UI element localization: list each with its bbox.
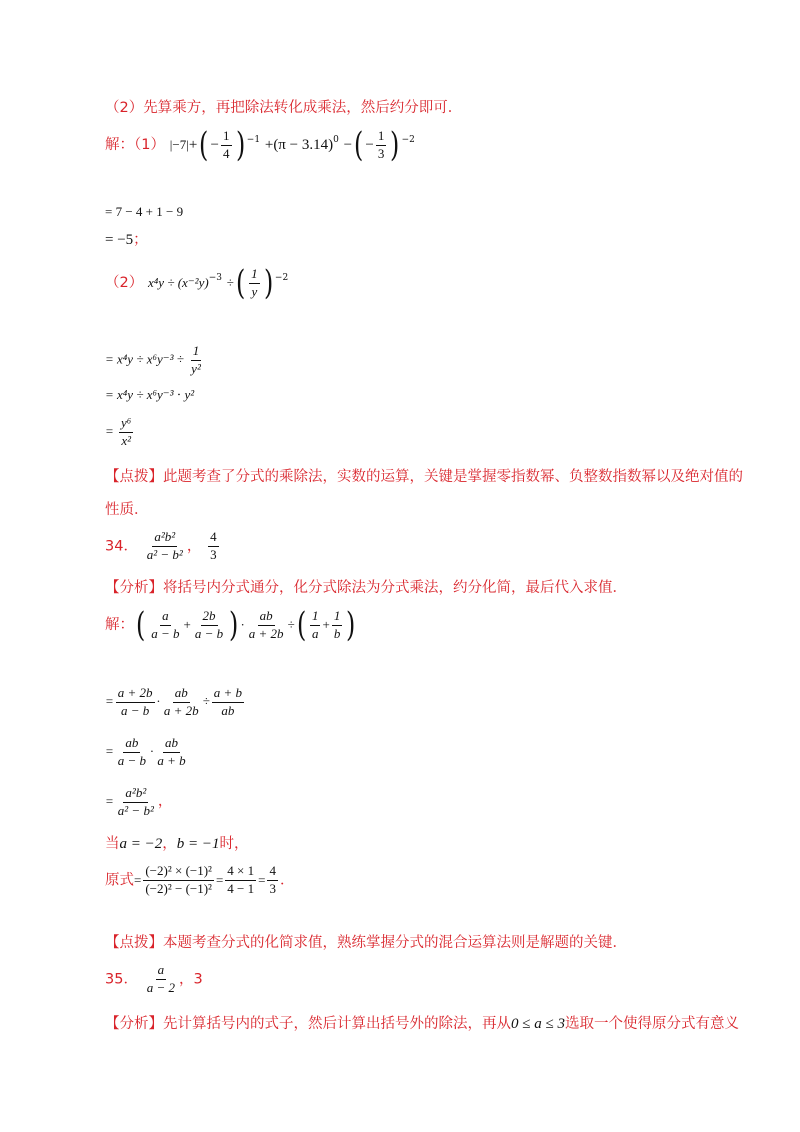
plus-sign: + (322, 617, 330, 632)
then-label: 时， (219, 836, 249, 852)
q33-part2-step3 (105, 416, 135, 449)
minus-sign: − (343, 137, 353, 153)
answer-fraction: $\frac{a}{a - 2}$ (146, 962, 176, 995)
question-number: 35． (105, 971, 138, 988)
term: x⁴y ÷ (148, 275, 178, 290)
analysis-label: 【分析】 (105, 580, 163, 596)
plus-sign: + (183, 617, 191, 632)
pi-term: (π − 3.14) (273, 137, 334, 153)
minus-sign: − (365, 137, 374, 153)
question-number: 34． (105, 538, 138, 555)
paren-close: ) (235, 125, 245, 165)
fraction: $\frac{a}{a - b}$ (151, 607, 180, 641)
fraction: $\frac{a + b}{ab}$ (213, 685, 243, 718)
q34-step1 (105, 686, 246, 719)
fraction: $\frac{ab}{a + 2b}$ (248, 607, 284, 641)
fraction: $\frac{2b}{a - b}$ (194, 607, 224, 641)
solution-label: 解： (105, 617, 134, 633)
analysis-text-cont: 选取一个使得原分式有意义 (564, 1016, 739, 1032)
q34-step2 (105, 736, 190, 769)
q33-part2-step1 (105, 344, 205, 377)
equals: = (105, 693, 114, 709)
when-label: 当 (105, 836, 120, 852)
condition-b: b = −1 (176, 836, 220, 852)
q34-expression (105, 605, 358, 645)
minus-sign: − (210, 137, 220, 153)
exponent: −1 (246, 135, 261, 145)
q34-condition (105, 836, 249, 852)
q33-part1-expression (105, 125, 415, 165)
equals: = (105, 423, 118, 439)
part-label: （2） (105, 275, 144, 291)
dot-operator: · (240, 617, 245, 632)
fraction: $\frac{ab}{a - b}$ (117, 735, 147, 768)
plus-sign: + (188, 137, 198, 153)
period: ． (279, 872, 295, 889)
divide-sign: ÷ (226, 275, 234, 290)
separator: ， (186, 538, 202, 555)
fraction: $\frac{4 \times 1}{4 - 1}$ (227, 863, 255, 896)
q34-answer (105, 530, 221, 563)
analysis-text: 先计算括号内的式子，然后计算出括号外的除法，再从 (163, 1016, 511, 1032)
equals: = (105, 793, 114, 809)
paren-close: ) (390, 125, 400, 165)
fraction: $\frac{a + 2b}{a - b}$ (117, 685, 153, 718)
dot-operator: · (150, 743, 154, 759)
q33-part2-step2: = x⁴y ÷ x⁶y⁻³ ⋅ y² (105, 387, 195, 402)
term: (x⁻²y) (177, 275, 209, 290)
original-expression-label: 原式 (105, 872, 134, 889)
fraction: $\frac{\text{(−2)² × (−1)²}}{\text{(−2)² − (−1)²}}$ (145, 863, 212, 896)
semicolon: ； (133, 232, 148, 248)
separator: ， (179, 971, 194, 988)
paren-close: ) (229, 605, 239, 645)
exponent: 0 (333, 135, 339, 145)
hint-label: 【点拨】 (105, 935, 163, 951)
dot-operator: · (156, 693, 160, 709)
q33-step2 (105, 232, 148, 248)
paren-open: ( (199, 125, 209, 165)
q34-hint (105, 936, 627, 951)
analysis-label: 【分析】 (105, 1016, 163, 1032)
paren-open: ( (354, 125, 364, 165)
solution-label: 解：（1） (105, 137, 165, 153)
separator: ， (162, 836, 177, 852)
fraction: $\frac{4}{3}$ (269, 863, 276, 896)
term: = x⁴y ÷ x⁶y⁻³ ÷ (105, 351, 188, 367)
comma: ， (157, 793, 173, 810)
equals: = (258, 872, 266, 888)
equals: = (105, 743, 114, 759)
analysis-text: 将括号内分式通分，化分式除法为分式乘法，约分化简，最后代入求值． (163, 580, 627, 596)
answer-value: $\frac{4}{3}$ (210, 529, 217, 562)
q33-step1: = 7 − 4 + 1 − 9 (105, 204, 184, 219)
fraction-one-third: $\frac{1}{3}$ (377, 127, 385, 161)
paren-close: ) (263, 263, 273, 303)
hint-text: 本题考查分式的化简求值，熟练掌握分式的混合运算法则是解题的关键． (163, 935, 627, 951)
hint-label: 【点拨】 (105, 469, 163, 485)
fraction: $\frac{1}{a}$ (311, 607, 319, 641)
divide-sign: ÷ (287, 617, 295, 632)
paren-open: ( (296, 605, 306, 645)
abs-term: |−7| (169, 137, 189, 152)
q34-analysis (105, 581, 627, 596)
answer-fraction: $\frac{\text{a²b²}}{\text{a² − b²}}$ (146, 529, 183, 562)
exponent: −2 (401, 135, 415, 145)
condition-a: a = −2 (119, 836, 163, 852)
fraction: $\frac{ab}{a + b}$ (157, 735, 186, 768)
q35-answer (105, 963, 203, 996)
method-note-part2: （2）先算乘方，再把除法转化成乘法，然后约分即可． (105, 100, 463, 116)
exponent: −3 (208, 273, 222, 283)
q34-step3 (105, 786, 172, 819)
q34-evaluation (105, 864, 294, 897)
paren-open: ( (135, 605, 146, 645)
fraction: $\frac{1}{b}$ (333, 607, 341, 641)
equals: = (134, 872, 142, 888)
hint-text: 此题考查了分式的乘除法，实数的运算，关键是掌握零指数幂、负整数指数幂以及绝对值的 (163, 469, 743, 485)
fraction-one-over-y: $\frac{1}{y}$ (251, 265, 258, 299)
answer-value: 3 (193, 971, 203, 988)
equals: = (215, 872, 224, 888)
q33-part2-expression (105, 263, 289, 303)
q33-hint (105, 470, 743, 485)
fraction: $\frac{\text{y⁶}}{\text{x²}}$ (121, 415, 132, 448)
q35-analysis (105, 1017, 739, 1032)
fraction: $\frac{1}{\text{y²}}$ (191, 343, 201, 376)
divide-sign: ÷ (202, 693, 210, 709)
q33-hint-cont: 性质． (105, 502, 149, 518)
paren-open: ( (235, 263, 246, 303)
result-value: = −5 (105, 232, 134, 248)
fraction-one-quarter: $\frac{1}{4}$ (223, 127, 230, 161)
plus-sign: + (264, 137, 274, 153)
fraction: $\frac{ab}{a + 2b}$ (163, 685, 199, 718)
range-expression: 0 ≤ a ≤ 3 (511, 1016, 565, 1032)
fraction: $\frac{\text{a²b²}}{\text{a² − b²}}$ (117, 785, 154, 818)
paren-close: ) (346, 605, 356, 645)
exponent: −2 (274, 273, 289, 283)
